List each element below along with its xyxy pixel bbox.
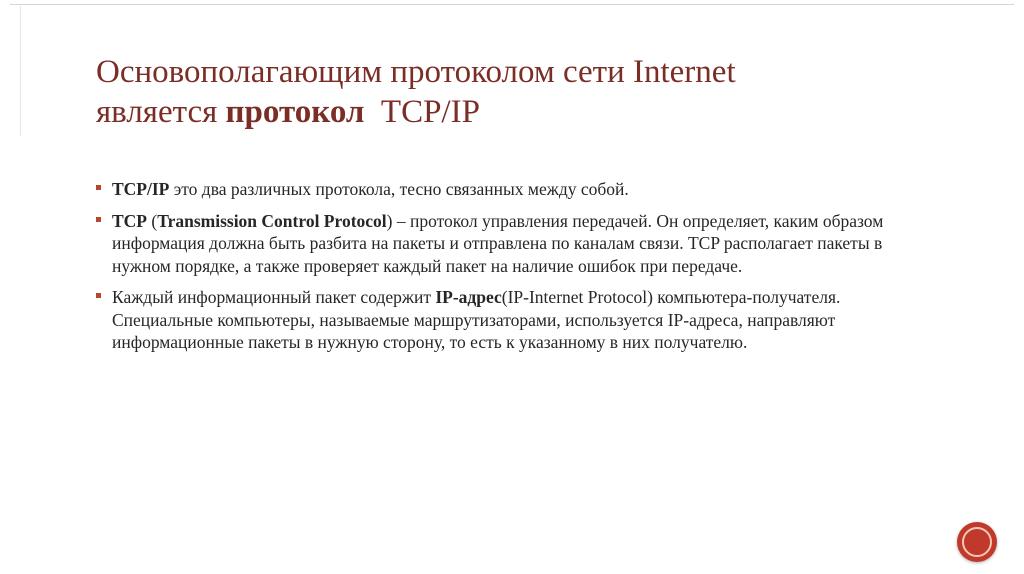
slide-title: [96, 52, 956, 132]
slide-body: [96, 178, 936, 363]
bullet-text: ) – протокол управления передачей. Он определяет, каким образом информация должна быть разбита на пакеты и отправлена по каналам связи. TCP располагает пакеты в нужном порядке, а также проверяет каждый пакет на наличие ошибок при передаче.: [112, 210, 884, 276]
bullet-item: [96, 178, 936, 201]
bullet-bold-lead: TCP: [112, 210, 147, 231]
bullet-bold-lead: TCP/IP: [112, 179, 170, 199]
bullet-bold-mid: IP-адрес: [435, 287, 502, 307]
next-slide-button[interactable]: [957, 522, 997, 562]
bullet-item: [96, 286, 936, 354]
top-divider: [10, 4, 1014, 5]
title-line-1: Основополагающим протоколом сети Internet: [96, 54, 736, 90]
left-divider: [20, 6, 21, 136]
bullet-paren-open: (: [147, 210, 158, 231]
next-slide-icon: [962, 527, 992, 557]
bullet-text: это два различных протокола, тесно связанных между собой.: [169, 179, 629, 199]
bullet-item: [96, 210, 936, 278]
title-line-2-suffix: TCP/IP: [364, 94, 480, 130]
bullet-marker: [96, 217, 101, 222]
title-line-2-prefix: является: [96, 94, 226, 130]
bullet-text-after: (IP-Internet Protocol) компьютера-получателя. Специальные компьютеры, называемые маршрутизаторами, используется IP-адреса, направляют информационные пакеты в нужную сторону, то есть к указанному в них получателю.: [112, 287, 841, 352]
bullet-marker: [96, 185, 101, 190]
bullet-text-before: Каждый информационный пакет содержит: [112, 287, 436, 307]
bullet-marker: [96, 293, 101, 298]
bullet-bold-paren: Transmission Control Protocol: [157, 210, 387, 231]
title-line-2-bold: протокол: [225, 94, 365, 130]
